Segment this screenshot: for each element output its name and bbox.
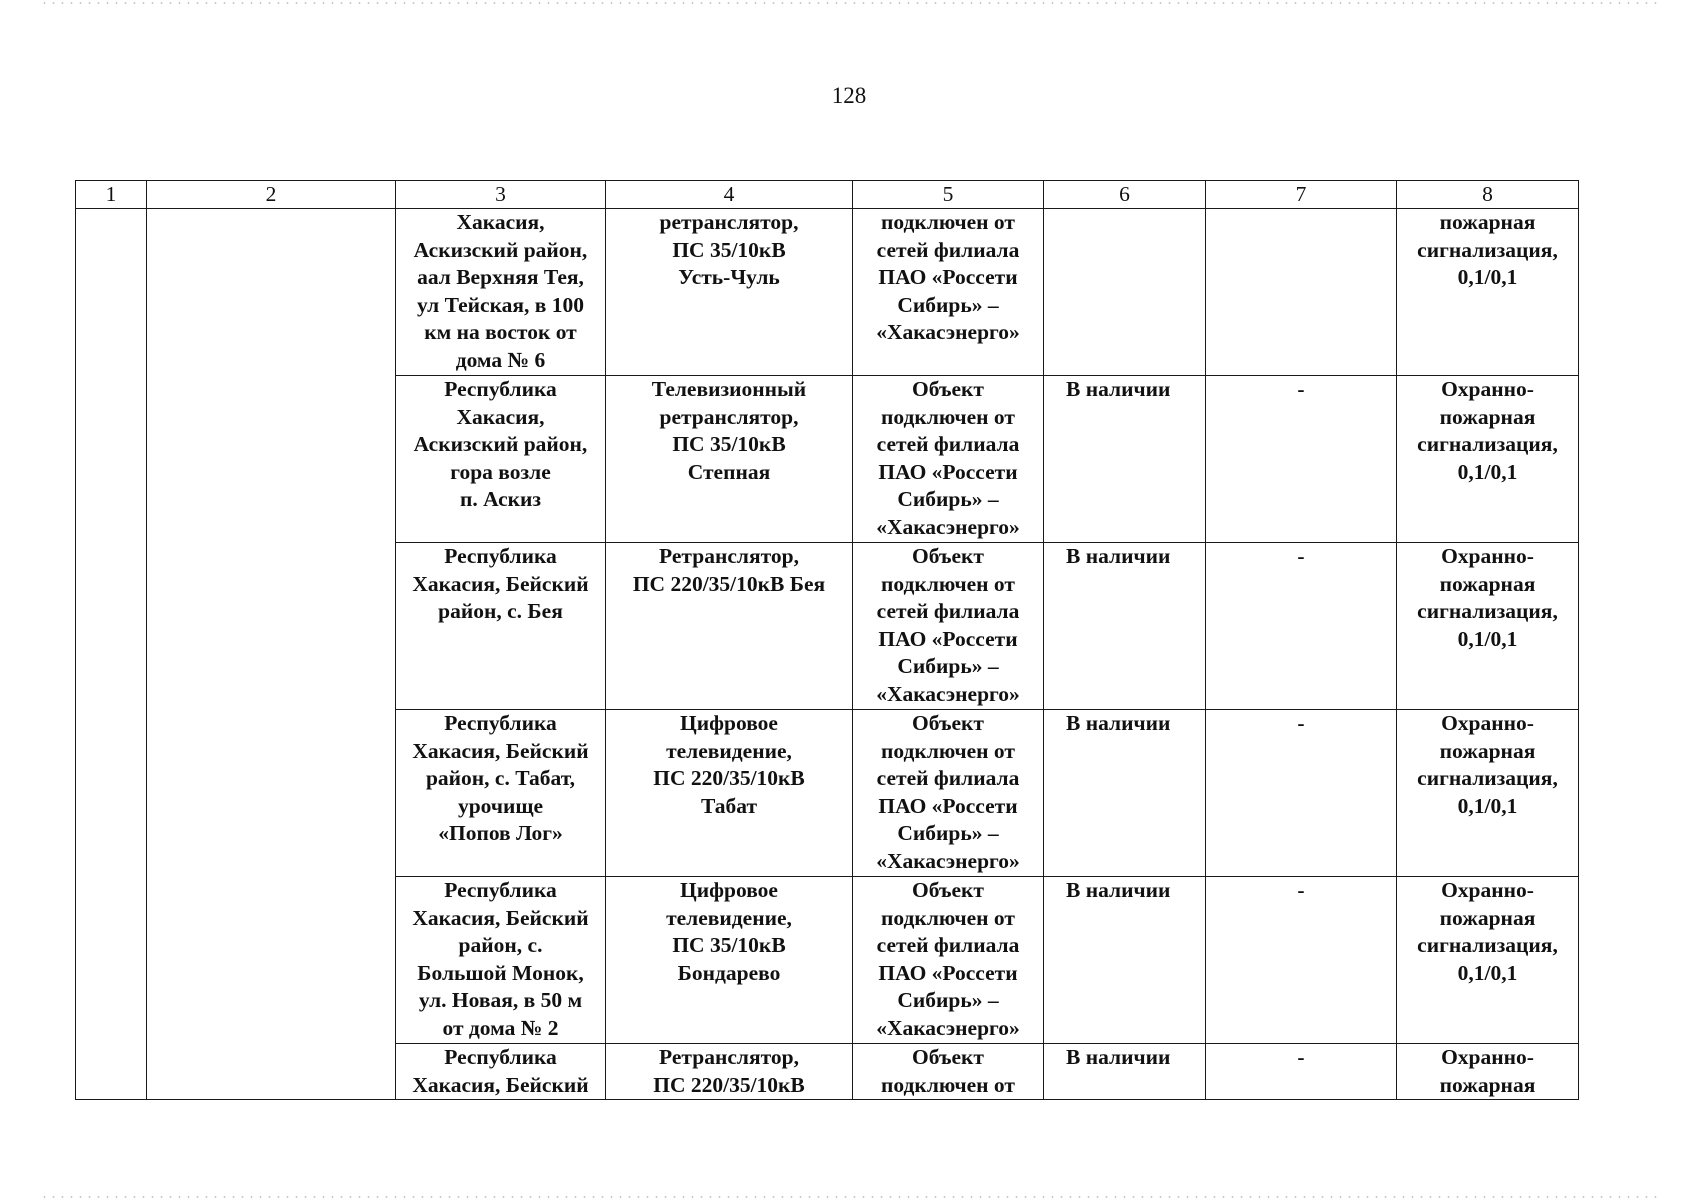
alarm-cell: Охранно- пожарная сигнализация, 0,1/0,1: [1397, 877, 1579, 1044]
column-header: 2: [147, 181, 396, 209]
power-cell: Объект подключен от сетей филиала ПАО «Россети Сибирь» – «Хакасэнерго»: [853, 543, 1044, 710]
alarm-cell: пожарная сигнализация, 0,1/0,1: [1397, 209, 1579, 376]
address-cell: Республика Хакасия, Бейский: [396, 1044, 606, 1100]
availability-cell: В наличии: [1044, 1044, 1206, 1100]
alarm-cell: Охранно- пожарная: [1397, 1044, 1579, 1100]
power-cell: Объект подключен от: [853, 1044, 1044, 1100]
col7-cell: [1206, 209, 1397, 376]
page-number: 128: [831, 83, 867, 108]
alarm-cell: Охранно- пожарная сигнализация, 0,1/0,1: [1397, 710, 1579, 877]
column-header: 4: [606, 181, 853, 209]
alarm-cell: Охранно- пожарная сигнализация, 0,1/0,1: [1397, 376, 1579, 543]
address-cell: Республика Хакасия, Бейский район, с. Большой Монок, ул. Новая, в 50 м от дома № 2: [396, 877, 606, 1044]
col7-cell: -: [1206, 1044, 1397, 1100]
scan-edge-top: [40, 2, 1660, 4]
object-cell: ретранслятор, ПС 35/10кВ Усть-Чуль: [606, 209, 853, 376]
object-cell: Цифровое телевидение, ПС 220/35/10кВ Табат: [606, 710, 853, 877]
empty-cell-col2: [147, 209, 396, 1100]
col7-cell: -: [1206, 543, 1397, 710]
data-table: [75, 180, 1579, 1100]
power-cell: подключен от сетей филиала ПАО «Россети Сибирь» – «Хакасэнерго»: [853, 209, 1044, 376]
availability-cell: В наличии: [1044, 376, 1206, 543]
availability-cell: [1044, 209, 1206, 376]
table-row: [76, 209, 1579, 376]
power-cell: Объект подключен от сетей филиала ПАО «Россети Сибирь» – «Хакасэнерго»: [853, 710, 1044, 877]
object-cell: Ретранслятор, ПС 220/35/10кВ: [606, 1044, 853, 1100]
col7-cell: -: [1206, 376, 1397, 543]
column-header: 3: [396, 181, 606, 209]
table-header-row: [76, 181, 1579, 209]
scan-edge-bottom: [40, 1196, 1660, 1198]
column-header: 6: [1044, 181, 1206, 209]
address-cell: Республика Хакасия, Бейский район, с. Табат, урочище «Попов Лог»: [396, 710, 606, 877]
power-cell: Объект подключен от сетей филиала ПАО «Россети Сибирь» – «Хакасэнерго»: [853, 376, 1044, 543]
address-cell: Республика Хакасия, Аскизский район, гора возле п. Аскиз: [396, 376, 606, 543]
address-cell: Хакасия, Аскизский район, аал Верхняя Тея, ул Тейская, в 100 км на восток от дома № 6: [396, 209, 606, 376]
column-header: 7: [1206, 181, 1397, 209]
col7-cell: -: [1206, 877, 1397, 1044]
empty-cell-col1: [76, 209, 147, 1100]
object-cell: Ретранслятор, ПС 220/35/10кВ Бея: [606, 543, 853, 710]
column-header: 1: [76, 181, 147, 209]
object-cell: Цифровое телевидение, ПС 35/10кВ Бондарево: [606, 877, 853, 1044]
column-header: 8: [1397, 181, 1579, 209]
availability-cell: В наличии: [1044, 543, 1206, 710]
availability-cell: В наличии: [1044, 877, 1206, 1044]
availability-cell: В наличии: [1044, 710, 1206, 877]
address-cell: Республика Хакасия, Бейский район, с. Бея: [396, 543, 606, 710]
power-cell: Объект подключен от сетей филиала ПАО «Россети Сибирь» – «Хакасэнерго»: [853, 877, 1044, 1044]
col7-cell: -: [1206, 710, 1397, 877]
column-header: 5: [853, 181, 1044, 209]
alarm-cell: Охранно- пожарная сигнализация, 0,1/0,1: [1397, 543, 1579, 710]
object-cell: Телевизионный ретранслятор, ПС 35/10кВ Степная: [606, 376, 853, 543]
